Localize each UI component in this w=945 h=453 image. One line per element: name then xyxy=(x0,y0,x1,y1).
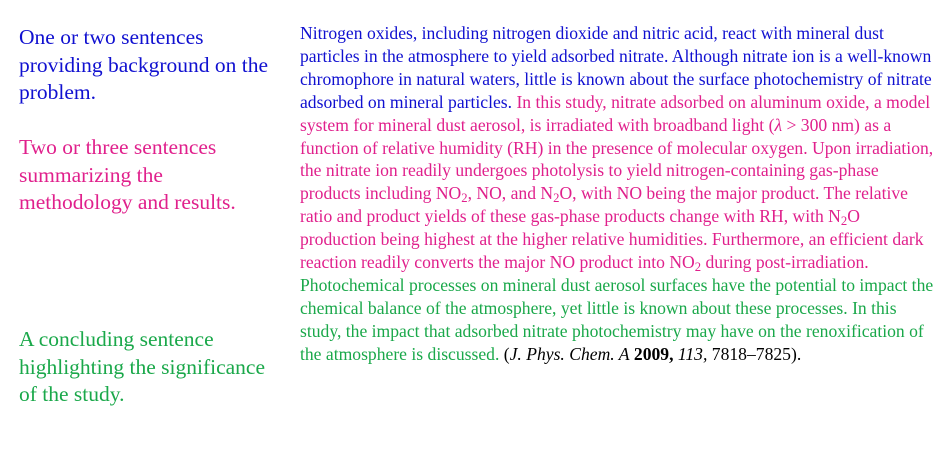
citation-journal: J. Phys. Chem. A xyxy=(509,343,630,364)
conclusion-label: A concluding sentence highlighting the significance of the study. xyxy=(19,327,266,406)
abstract-background-text: Nitrogen oxides, including nitrogen dioxide and nitric acid, react with mineral dust particles in the atmosphere to yield adsorbed nitrate. Although nitrate ion is a well-known chromophore in natural waters, little is known about the surface photochemistry of nitrate adsorbed on mineral particles. xyxy=(300,23,932,112)
background-label: One or two sentences providing background on the problem. xyxy=(19,25,268,104)
methods-label: Two or three sentences summarizing the methodology and results. xyxy=(19,135,236,214)
citation: (J. Phys. Chem. A 2009, 113, 7818–7825). xyxy=(499,343,802,364)
abstract-conclusion-text: Photochemical processes on mineral dust aerosol surfaces have the potential to impact the chemical balance of the atmosphere, yet little is known about these processes. In this study, the impact that adsorbed nitrate photochemistry may have on the renoxification of the atmosphere is discussed. xyxy=(300,274,934,364)
citation-pages: 7818–7825). xyxy=(707,343,802,364)
abstract-methods-text: In this study, nitrate adsorbed on aluminum oxide, a model system for mineral dust aerosol, is irradiated with broadband light (λ > 300 nm) as a function of relative humidity (RH) in the presence of molecular oxygen. Upon irradiation, the nitrate ion readily undergoes photolysis to yield nitrogen-containing gas-phase products including $NO_2$, NO, and $N_2O$, with NO being the major product. The relative ratio and product yields of these gas-phase products change with RH, with $N_2O$ production being highest at the higher relative humidities. Furthermore, an efficient dark reaction readily converts the major NO product into $NO_2$ during post-irradiation. xyxy=(300,91,934,275)
citation-volume: 113, xyxy=(673,343,708,364)
abstract-paragraph xyxy=(300,22,940,366)
citation-year: 2009, xyxy=(633,343,674,364)
